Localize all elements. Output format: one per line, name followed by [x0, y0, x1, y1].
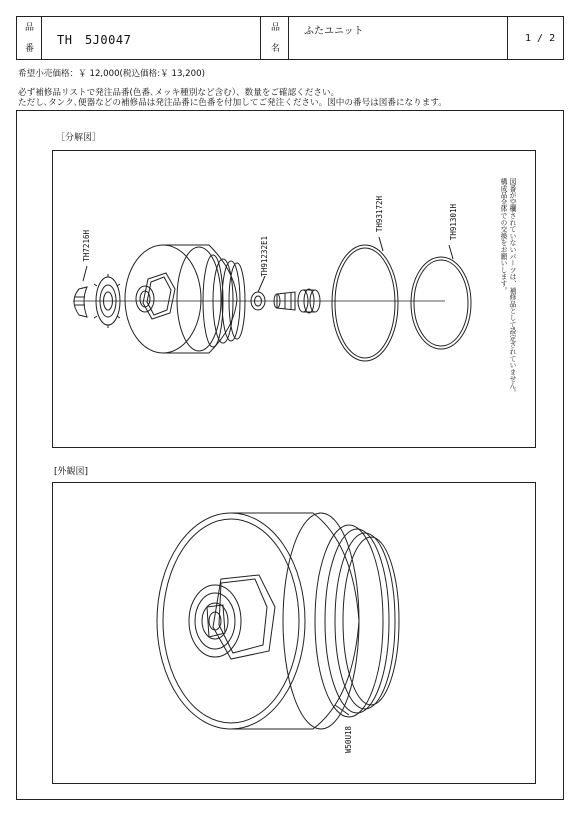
price-line: 希望小売価格：￥ 12,000(税込価格:￥ 13,200) — [18, 69, 205, 79]
exterior-view-label: [外観図] — [54, 467, 89, 477]
header-table — [16, 16, 564, 60]
o-ring-small-part — [411, 257, 471, 349]
part-label-th91232e1: TH91232E1 — [260, 236, 269, 277]
exploded-view-panel — [52, 150, 536, 448]
part-label-th7216h: TH7216H — [82, 230, 91, 262]
exploded-note-line-2: 構成品全体での交換をお願いします。 — [499, 178, 507, 294]
model-code-label: W50U18 — [344, 726, 353, 754]
exterior-drawing — [53, 483, 537, 785]
part-name: ふたユニット — [304, 26, 364, 37]
exploded-drawing — [53, 151, 537, 449]
c-clip-part — [74, 287, 87, 317]
exploded-note-line-1: 図番が空欄されていないパーツは、補修品として設定されていません。 — [508, 178, 516, 396]
hinmei-label-top: 品 — [271, 23, 281, 33]
cap-body-part — [125, 245, 245, 353]
hinban-label-bottom: 番 — [25, 44, 35, 54]
part-label-th93172h: TH93172H — [375, 196, 384, 233]
hinmei-label-bottom: 名 — [271, 44, 281, 54]
part-label-th91301h: TH91301H — [449, 204, 458, 241]
notice-line-2: ただし､タンク､便器などの補修品は発注品番に色番を付加してご発注ください。図中の番号は図番になります。 — [18, 98, 447, 108]
exterior-view-panel — [52, 482, 536, 784]
part-number: TH 5J0047 — [57, 33, 132, 47]
page-number: 1 / 2 — [525, 33, 556, 44]
hinban-label-top: 品 — [25, 23, 35, 33]
o-ring-large-part — [332, 245, 398, 361]
notice-line-1: 必ず補修品リストで発注品番(色番､メッキ種別など含む）、数量をご確認ください。 — [18, 88, 340, 98]
exploded-view-label: ［分解図］ — [56, 133, 102, 143]
